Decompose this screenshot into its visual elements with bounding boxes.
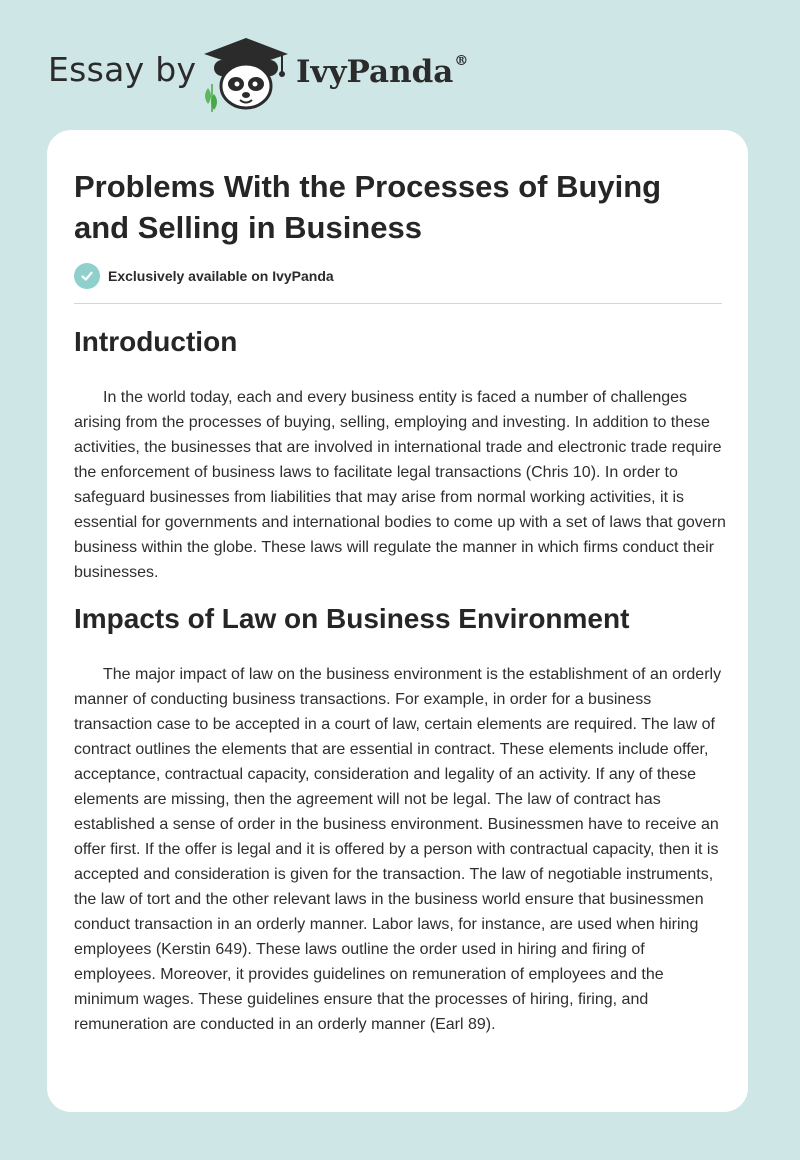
registered-mark: ® — [454, 52, 469, 69]
section-heading-introduction: Introduction — [74, 326, 238, 357]
divider — [74, 303, 722, 304]
badge-text: Exclusively available on IvyPanda — [108, 268, 334, 284]
panda-logo-icon[interactable] — [200, 34, 292, 112]
essay-by-label: Essay by — [48, 50, 197, 89]
check-circle-icon — [74, 263, 100, 289]
section-paragraph-impacts: The major impact of law on the business environment is the establishment of an orderly manner of conducting business transactions. For example, in order for a business transaction case to be accepted in a court of law, certain elements are required. The law of contract outlines the elements that are essential in contract. These elements include offer, acceptance, contractual capacity, consideration and legality of an activity. If any of these elements are missing, then the agreement will not be legal. The law of contract has established a sense of order in the business environment. Businessmen have to receive an offer first. If the offer is legal and it is offered by a person with contractual capacity, then it is accepted and consideration is given for the transaction. The law of negotiable instruments, the law of tort and the other relevant laws in the business world ensure that businessmen conduct transaction in an orderly manner. Labor laws, for instance, are used when hiring employees (Kerstin 649). These laws outline the order used in hiring and firing of employees. Moreover, it provides guidelines on remuneration of employees and the minimum wages. These guidelines ensure that the processes of hiring, firing, and remuneration are conducted in an orderly manner (Earl 89). — [74, 666, 722, 1033]
exclusive-badge — [74, 262, 334, 290]
brand-logo[interactable] — [296, 54, 468, 90]
essay-card — [47, 130, 748, 1112]
section-heading-impacts: Impacts of Law on Business Environment — [74, 603, 630, 634]
page-title: Problems With the Processes of Buying and Selling in Business — [74, 169, 662, 245]
brand-name: IvyPanda — [296, 54, 454, 90]
site-header — [0, 0, 800, 130]
section-paragraph-introduction: In the world today, each and every business entity is faced a number of challenges arising from the processes of buying, selling, employing and investing. In addition to these activities, the businesses that are involved in international trade and electronic trade require the enforcement of business laws to facilitate legal transactions (Chris 10). In order to safeguard businesses from liabilities that may arise from normal working activities, it is essential for governments and international bodies to come up with a set of laws that govern business within the globe. These laws will regulate the manner in which firms conduct their businesses. — [74, 389, 726, 581]
